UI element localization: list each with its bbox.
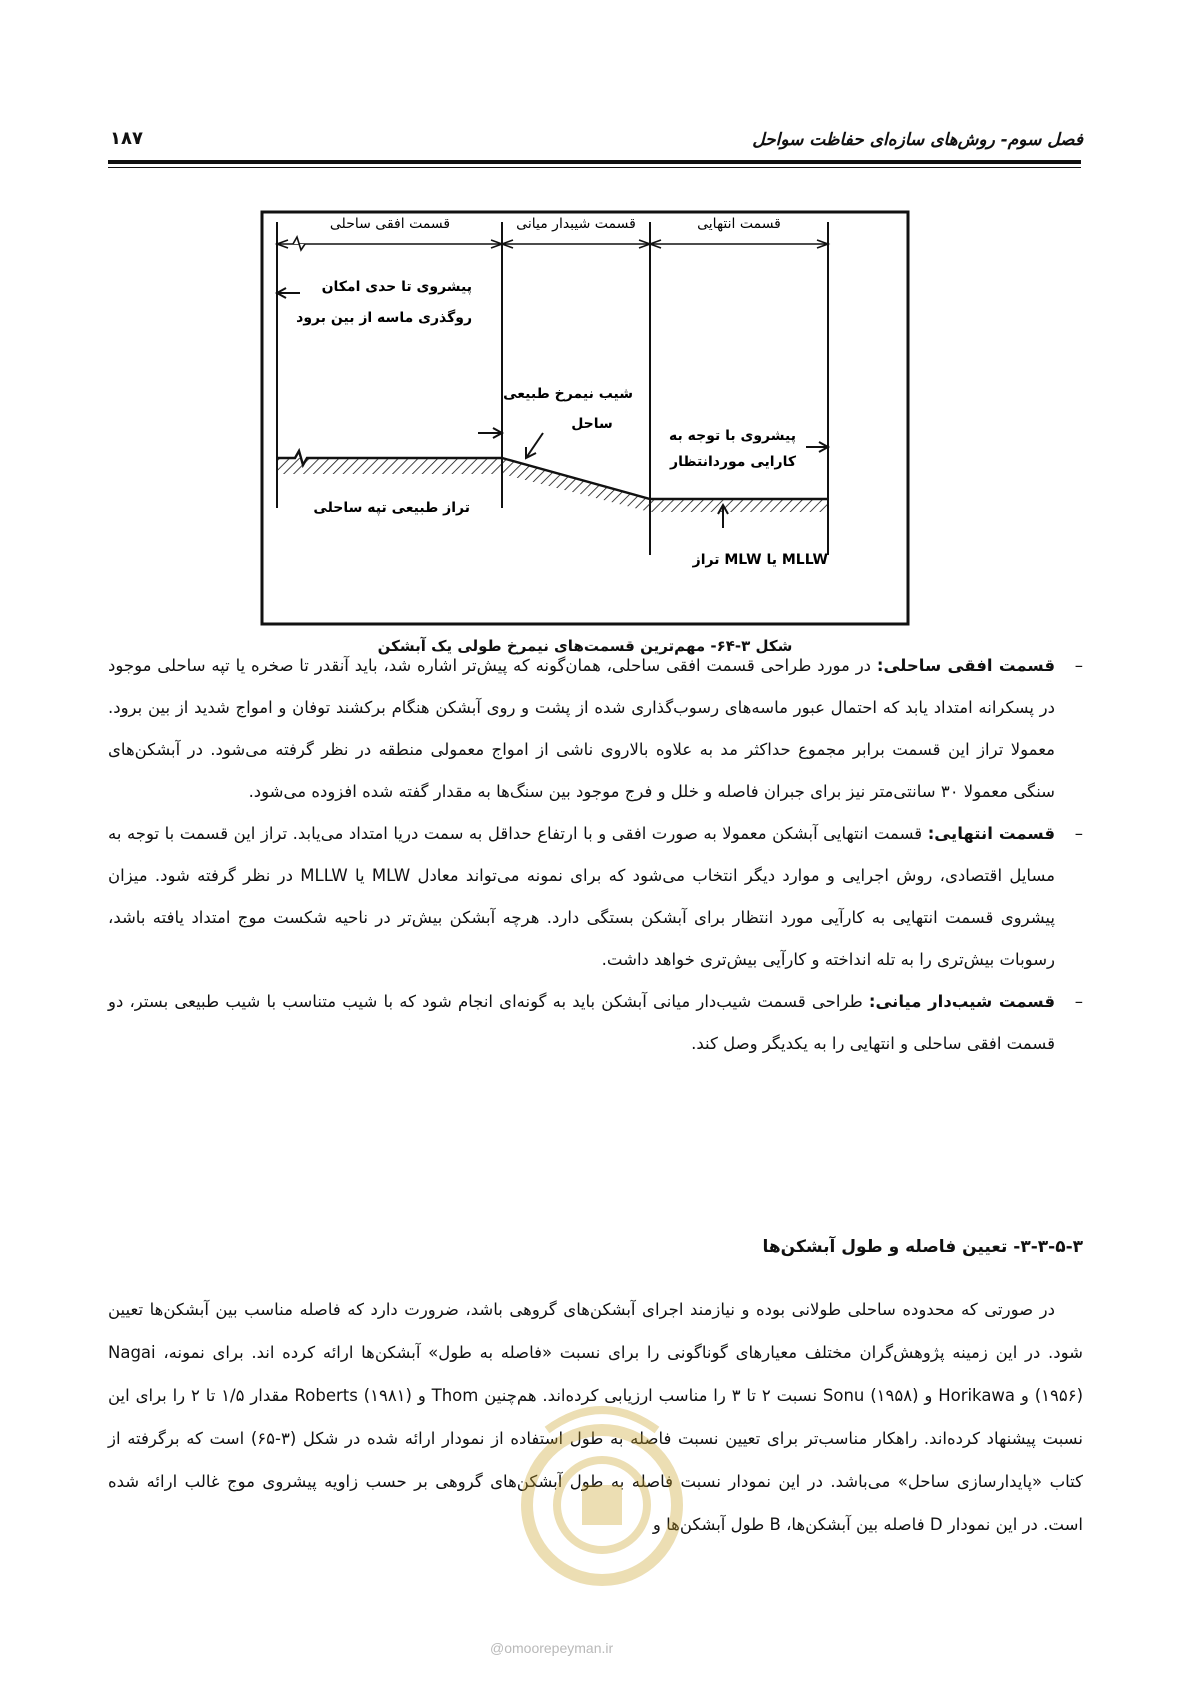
label-slope-1: شیب نیمرخ طبیعی [503, 386, 633, 402]
figure-caption: شکل ۳-۶۴- مهم‌ترین قسمت‌های نیمرخ طولی یک آبشکن [377, 637, 793, 655]
header-rule [108, 160, 1081, 164]
running-header-title: فصل سوم- روش‌های سازه‌ای حفاظت سواحل [752, 130, 1083, 150]
label-advance-2: روگذری ماسه از بین برود [296, 310, 472, 326]
label-advance-1: پیشروی تا حدی امکان [321, 279, 472, 295]
bullet-marker: – [1074, 824, 1083, 843]
definition-list [108, 645, 1083, 1065]
bullet-text: قسمت انتهایی آبشکن معمولا به صورت افقی و با ارتفاع حداقل به سمت دریا امتداد می‌یابد. تراز این قسمت با توجه به مسایل اقتصادی، روش اجرایی و موارد دیگر انتخاب می‌شود که برای نمونه می‌تواند معادل MLW یا MLLW در نظر گرفته شود. میزان پیشروی قسمت انتهایی به کارآیی مورد انتظار برای آبشکن بستگی دارد. هرچه آبشکن بیش‌تر در ناحیه شکست موج امتداد یافته باشد، رسوبات بیش‌تری را به تله انداخته و کارآیی بیش‌تری خواهد داشت. [108, 824, 1056, 969]
bullet-term: قسمت انتهایی: [927, 824, 1056, 843]
watermark-text: @omoorepeyman.ir [490, 1640, 614, 1656]
label-slope-section: قسمت شیبدار میانی [516, 216, 636, 232]
bullet-beach-section [108, 645, 1083, 813]
bullet-term: قسمت افقی ساحلی: [876, 656, 1056, 675]
bullet-end-section [108, 813, 1083, 981]
bullet-marker: – [1074, 992, 1083, 1011]
bullet-term: قسمت شیب‌دار میانی: [868, 992, 1056, 1011]
bullet-marker: – [1074, 656, 1083, 675]
bullet-slope-section [108, 981, 1083, 1065]
bullet-text: در مورد طراحی قسمت افقی ساحلی، همان‌گونه که پیش‌تر اشاره شد، باید آنقدر تا صخره یا تپه ساحلی موجود در پسکرانه امتداد یابد که احتمال عبور ماسه‌های رسوب‌گذاری شده از پشت و روی آبشکن هنگام برکشند توفان و امواج شدید از بین برود. معمولا تراز این قسمت برابر مجموع حداکثر مد به علاوه بالاروی ناشی از امواج معمولی منطقه در نظر گرفته می‌شود. در آبشکن‌های سنگی معمولا ۳۰ سانتی‌متر نیز برای جبران فاصله و خلل و فرج موجود بین سنگ‌ها به مقدار گفته شده افزوده می‌شود. [108, 656, 1055, 801]
label-slope-2: ساحل [571, 416, 613, 432]
section-heading: ۳-۳-۵-۳- تعیین فاصله و طول آبشکن‌ها [762, 1237, 1083, 1257]
watermark-logo [487, 1390, 717, 1605]
label-end-2: کارایی موردانتظار [670, 454, 796, 470]
page-number: ۱۸۷ [110, 128, 143, 149]
label-beach-level: تراز طبیعی تپه ساحلی [313, 500, 470, 516]
label-water-level: تراز MLW یا MLLW [692, 552, 828, 568]
header-rule-thin [108, 167, 1081, 168]
groin-profile-figure [260, 210, 910, 626]
bullet-text: طراحی قسمت شیب‌دار میانی آبشکن باید به گونه‌ای انجام شود که با شیب متناسب با شیب طبیعی بستر، دو قسمت افقی ساحلی و انتهایی را به یکدیگر وصل کند. [108, 992, 1055, 1053]
label-end-1: پیشروی با توجه به [669, 428, 796, 444]
label-end-section: قسمت انتهایی [697, 216, 781, 232]
label-beach-section: قسمت افقی ساحلی [329, 216, 451, 232]
section-paragraph: در صورتی که محدوده ساحلی طولانی بوده و نیازمند اجرای آبشکن‌های گروهی باشد، ضرورت دارد که فاصله مناسب بین آبشکن‌ها تعیین شود. در این زمینه پژوهش‌گران مختلف معیارهای گوناگونی را برای نسبت «فاصله به طول» آبشکن‌ها ارائه کرده اند. برای نمونه، Nagai (۱۹۵۶) و Horikawa و Sonu (۱۹۵۸) نسبت ۲ تا ۳ را مناسب ارزیابی کرده‌اند. هم‌چنین Thom و Roberts (۱۹۸۱) مقدار ۱/۵ تا ۲ را برای این نسبت پیشنهاد کرده‌اند. راهکار مناسب‌تر برای تعیین نسبت فاصله به طول استفاده از نمودار ارائه شده در شکل (۳-۶۵) است که برگرفته از کتاب «پایدارسازی ساحل» می‌باشد. در این نمودار نسبت فاصله به طول آبشکن‌های گروهی بر حسب زاویه پیشروی موج غالب ارائه شده است. در این نمودار D فاصله بین آبشکن‌ها، B طول آبشکن‌ها و [108, 1300, 1084, 1534]
